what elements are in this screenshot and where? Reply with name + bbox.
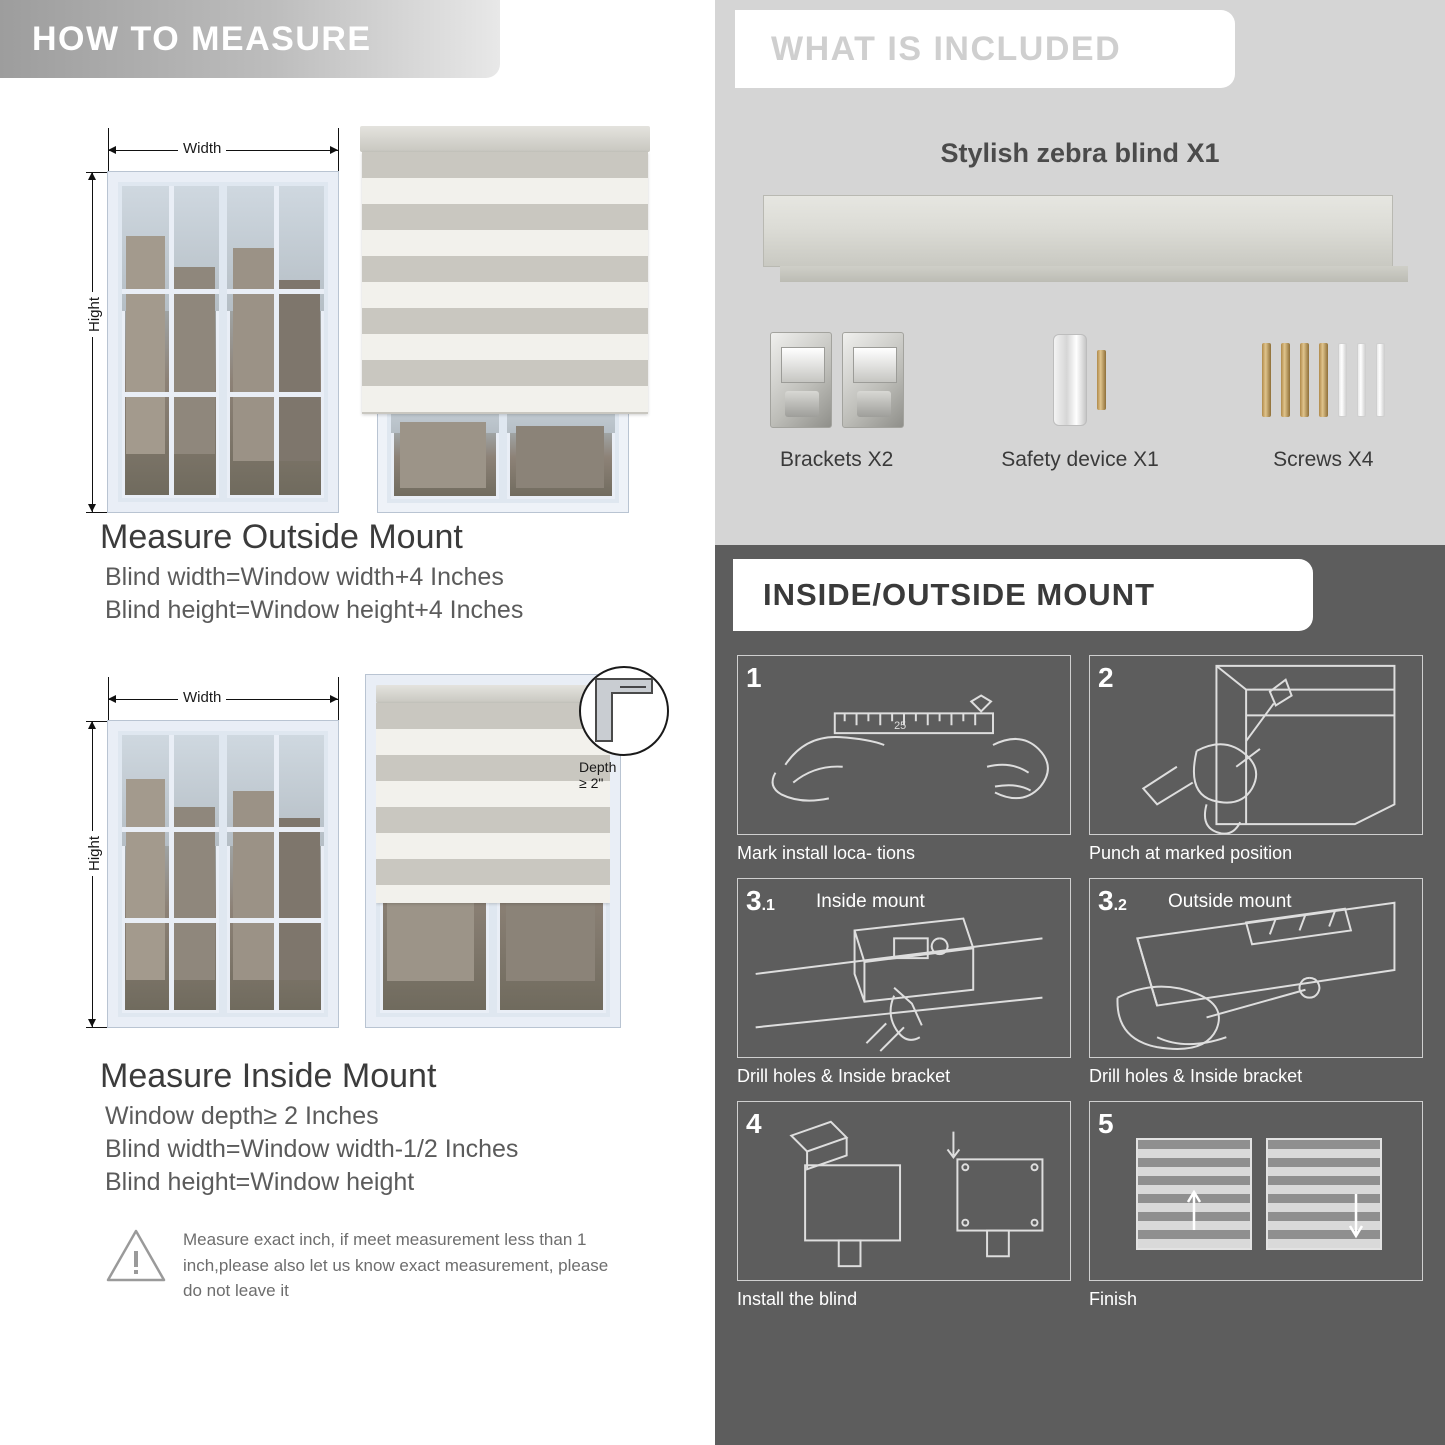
safety-device-icon — [958, 320, 1201, 440]
mount-step-2 — [1089, 655, 1423, 864]
outside-mount-block — [0, 106, 715, 625]
outside-mount-line-1: Blind width=Window width+4 Inches — [105, 563, 504, 591]
part-brackets — [715, 320, 958, 472]
step-4-illustration — [737, 1101, 1071, 1281]
svg-text:25: 25 — [894, 720, 907, 733]
step-3-2-caption: Drill holes & Inside bracket — [1089, 1066, 1303, 1086]
mount-step-4 — [737, 1101, 1071, 1310]
window-pane-right — [227, 186, 324, 498]
depth-label: Depth ≥ 2" — [579, 759, 617, 791]
inside-height-label: Hight — [86, 831, 103, 876]
blind-down-arrow-icon — [1266, 1138, 1382, 1250]
step-3-2-illustration — [1089, 878, 1423, 1058]
inside-mount-block — [0, 655, 715, 1197]
inside-width-tick-right — [338, 677, 339, 721]
screws-icon — [1202, 320, 1445, 440]
drill-icon — [1090, 656, 1422, 834]
inside-mount-line-3: Blind height=Window height — [105, 1168, 415, 1196]
inside-window-illustration — [108, 721, 338, 1027]
how-to-measure-column — [0, 0, 715, 1445]
step-1-caption: Mark install loca- tions — [737, 843, 916, 863]
how-to-measure-title: HOW TO MEASURE — [32, 19, 372, 58]
step-5-illustration — [1089, 1101, 1423, 1281]
outside-mount-diagram — [60, 106, 680, 506]
inside-mount-title: Measure Inside Mount — [100, 1057, 437, 1095]
step-2-number: 2 — [1098, 662, 1114, 693]
included-main-item-label: Stylish zebra blind X1 — [940, 138, 1220, 168]
measure-tape-hands-icon — [738, 656, 1070, 834]
inside-width-label: Width — [178, 689, 226, 706]
step-4-number: 4 — [746, 1108, 762, 1139]
safety-device-label: Safety device X1 — [1001, 448, 1159, 471]
brackets-icon — [715, 320, 958, 440]
step-3-1-subtitle: Inside mount — [816, 891, 925, 912]
blind-headrail — [360, 126, 650, 152]
inside-window-pane-right — [227, 735, 324, 1013]
mount-title: INSIDE/OUTSIDE MOUNT — [763, 577, 1156, 612]
step-5-caption: Finish — [1089, 1289, 1138, 1309]
measurement-note-text: Measure exact inch, if meet measurement less than 1 inch,please also let us know exact measurement, please do not leave it — [183, 1230, 609, 1300]
step-3-1-caption: Drill holes & Inside bracket — [737, 1066, 951, 1086]
how-to-measure-banner — [0, 0, 500, 78]
right-column — [715, 0, 1445, 1445]
inside-height-tick-bottom — [86, 1027, 120, 1028]
step-3-2-number: 3.2 — [1098, 885, 1127, 916]
zebra-blind-product — [763, 195, 1393, 267]
screws-label: Screws X4 — [1273, 448, 1374, 471]
measurement-note — [105, 1227, 625, 1304]
mount-step-5 — [1089, 1101, 1423, 1310]
included-parts-row — [715, 320, 1445, 472]
height-arrow — [92, 172, 93, 512]
blind-up-arrow-icon — [1136, 1138, 1252, 1250]
inside-mounted-blind — [366, 675, 620, 1027]
mount-steps-grid — [737, 655, 1423, 1310]
inside-window-pane-left — [122, 735, 219, 1013]
mount-step-3-2 — [1089, 878, 1423, 1087]
install-blind-icon — [738, 1102, 1070, 1280]
step-2-illustration — [1089, 655, 1423, 835]
outside-mount-line-2: Blind height=Window height+4 Inches — [105, 596, 524, 624]
outside-mount-title: Measure Outside Mount — [100, 518, 463, 556]
brackets-label: Brackets X2 — [780, 448, 894, 471]
what-is-included-section — [715, 0, 1445, 545]
height-tick-bottom — [86, 512, 120, 513]
width-tick-right — [338, 128, 339, 172]
window-illustration — [108, 172, 338, 512]
inside-mount-line-1: Window depth≥ 2 Inches — [105, 1102, 379, 1130]
what-is-included-title: WHAT IS INCLUDED — [771, 29, 1122, 68]
step-5-number: 5 — [1098, 1108, 1114, 1139]
step-4-caption: Install the blind — [737, 1289, 858, 1309]
window-pane-left — [122, 186, 219, 498]
blind-fabric — [362, 152, 648, 414]
mount-banner — [733, 559, 1313, 631]
step-1-illustration — [737, 655, 1071, 835]
inside-outside-mount-section — [715, 545, 1445, 1445]
part-screws — [1202, 320, 1445, 472]
mount-step-1 — [737, 655, 1071, 864]
mount-step-3-1 — [737, 878, 1071, 1087]
step-3-1-number: 3.1 — [746, 885, 775, 916]
width-label: Width — [178, 140, 226, 157]
inside-mount-diagram — [60, 655, 680, 1045]
warning-icon — [105, 1227, 167, 1285]
what-is-included-banner — [735, 10, 1235, 88]
part-safety-device — [958, 320, 1201, 472]
step-1-number: 1 — [746, 662, 762, 693]
step-3-1-illustration — [737, 878, 1071, 1058]
step-2-caption: Punch at marked position — [1089, 843, 1293, 863]
inside-mount-line-2: Blind width=Window width-1/2 Inches — [105, 1135, 519, 1163]
outside-mounted-blind — [360, 126, 650, 512]
step-3-2-subtitle: Outside mount — [1168, 891, 1292, 912]
height-label: Hight — [86, 292, 103, 337]
